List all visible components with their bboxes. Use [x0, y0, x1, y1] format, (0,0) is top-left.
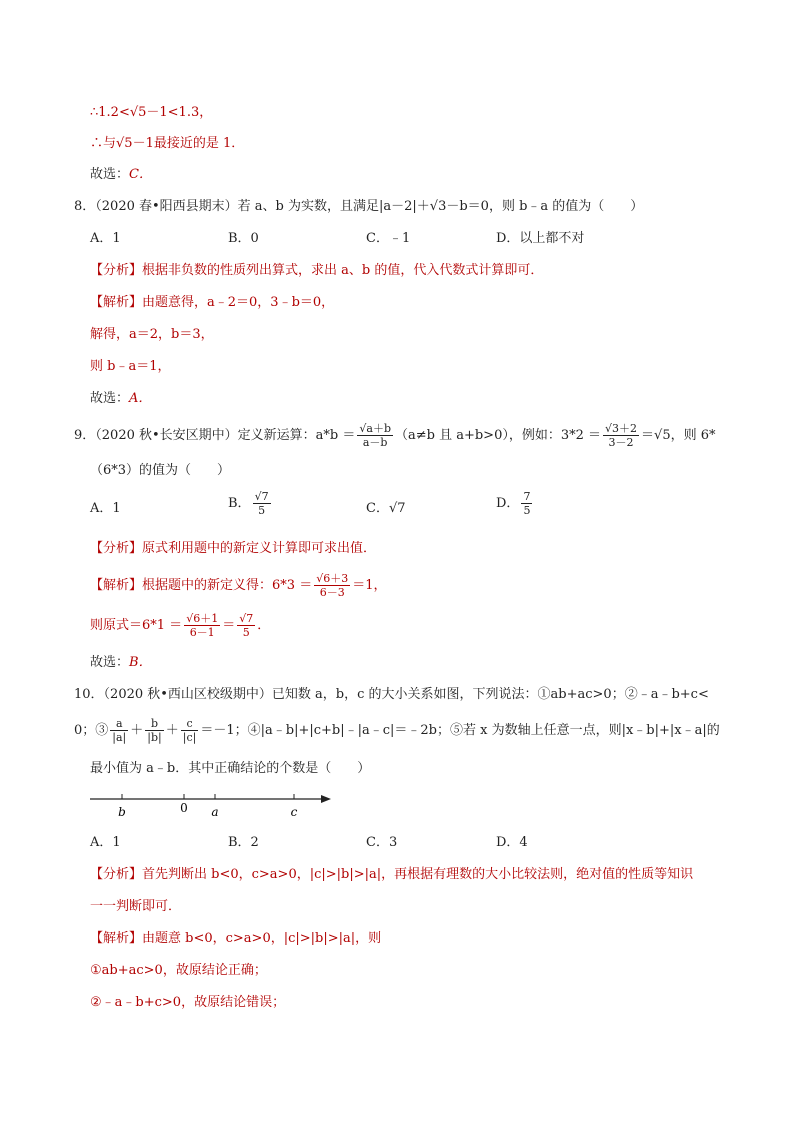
text: ∴与 [90, 136, 117, 151]
denominator: a－b [362, 436, 388, 449]
q8-option-b: B．0 [228, 231, 259, 246]
stem-text: 9．（2020 秋•长安区期中）定义新运算：a*b ＝ [74, 428, 356, 443]
axis-label-0: 0 [180, 801, 188, 815]
line-conclusion-range: ∴1.2<√5－1<1.3， [90, 105, 213, 120]
q8-solution [90, 294, 334, 312]
question-9-stem-cont: （6*3）的值为（ ） [90, 463, 231, 478]
q10-analysis [90, 866, 693, 884]
stem-text: 8．（2020 春•阳西县期末）若 a、b 为实数，且满足 [74, 199, 379, 214]
text: 最接近的是 1． [153, 136, 245, 151]
analysis-text: 首先判断出 b<0，c>a>0，|c|>|b|>|a|，再根据有理数的大小比较法则，绝对值的性质等知识 [142, 867, 694, 882]
circled-number: ① [90, 963, 102, 978]
q9-solution-step-2 [90, 612, 270, 639]
denominator: |a| [112, 731, 127, 744]
stem-text: ＝－1；④|a﹣b|+|c+b|﹣|a﹣c|＝﹣2b；⑤若 x 为数轴上任意一点，则|x﹣b|+|x﹣a|的 [200, 723, 720, 738]
numerator: c [181, 717, 199, 731]
solution-fraction [314, 572, 350, 599]
analysis-tag: 【分析】 [90, 541, 143, 556]
denominator: 6－1 [189, 626, 215, 639]
q10-option-c: C．3 [366, 835, 398, 850]
denominator: |c| [182, 731, 197, 744]
q10-result-2 [90, 994, 285, 1012]
q10-result-1 [90, 962, 267, 980]
result-text: ab+ac>0，故原结论正确； [101, 963, 267, 978]
answer-value: B． [129, 655, 152, 670]
solution-text: 由题意 b<0，c>a>0，|c|>|b|>|a|，则 [142, 931, 382, 946]
solution-text: 则原式＝6*1 ＝ [90, 618, 183, 633]
numerator: √a＋b [359, 422, 391, 435]
q9-option-a: A．1 [90, 501, 121, 516]
solution-text: 根据题中的新定义得：6*3 ＝ [142, 578, 313, 593]
denominator: 3－2 [608, 436, 634, 449]
numerator: √6＋3 [316, 572, 349, 585]
equals: ＝ [222, 618, 236, 633]
q10-option-a: A．1 [90, 835, 121, 850]
solution-tag: 【解析】 [90, 578, 143, 593]
line-conclusion-nearest [90, 135, 244, 153]
period: ． [257, 618, 271, 633]
denominator: 6－3 [319, 586, 345, 599]
option-label: B． [228, 496, 251, 511]
numerator: √7 [254, 490, 269, 503]
number-line-figure [88, 788, 338, 822]
numerator: √3＋2 [605, 422, 638, 435]
line-answer-7 [90, 166, 152, 184]
numerator: √6＋1 [186, 612, 219, 625]
definition-fraction [357, 422, 393, 449]
q10-option-d: D．4 [496, 835, 528, 850]
q8-answer [90, 390, 151, 408]
answer-label: 故选： [90, 167, 130, 182]
question-8-stem [74, 198, 643, 216]
question-9-stem [74, 422, 716, 449]
result-fraction [237, 612, 255, 639]
circled-number: ② [90, 995, 102, 1010]
analysis-text: 原式利用题中的新定义计算即可求出值． [142, 541, 377, 556]
arrow-icon [321, 795, 331, 803]
q8-analysis [90, 262, 543, 280]
numerator: 7 [523, 490, 531, 503]
answer-value: C． [129, 167, 152, 182]
q10-solution [90, 930, 381, 948]
stem-text: ，则 b﹣a 的值为（ ） [488, 199, 644, 214]
question-10-stem-line-3: 最小值为 a﹣b．其中正确结论的个数是（ ） [90, 761, 371, 776]
option-label: D． [496, 496, 520, 511]
q8-solution-step-3: 则 b﹣a＝1， [90, 359, 171, 374]
denominator: 5 [523, 504, 531, 517]
solution-text: ＝1， [352, 578, 387, 593]
denominator: 5 [258, 504, 266, 517]
abs-fraction-b [145, 717, 163, 744]
question-10-stem-line-2 [74, 717, 720, 744]
q10-option-b: B．2 [228, 835, 259, 850]
q9-option-d [496, 490, 534, 517]
expression: √5－1 [116, 136, 154, 151]
numerator: a [110, 717, 128, 731]
q9-answer [90, 654, 152, 672]
result-text: ﹣a﹣b+c>0，故原结论错误； [101, 995, 286, 1010]
numerator: √7 [239, 612, 254, 625]
axis-label-b: b [118, 805, 126, 819]
q8-option-a: A．1 [90, 231, 121, 246]
analysis-tag: 【分析】 [90, 867, 143, 882]
q9-solution [90, 572, 387, 599]
solution-fraction [184, 612, 220, 639]
abs-fraction-a [110, 717, 128, 744]
analysis-text: 根据非负数的性质列出算式，求出 a、b 的值，代入代数式计算即可． [142, 263, 544, 278]
option-fraction [253, 490, 271, 517]
denominator: 5 [242, 626, 250, 639]
denominator: |b| [147, 731, 162, 744]
q9-option-c: C．√7 [366, 501, 406, 516]
axis-label-a: a [211, 805, 219, 819]
q8-solution-step-2: 解得，a＝2，b＝3， [90, 327, 214, 342]
numerator: b [145, 717, 163, 731]
stem-text: ＝√5，则 6* [641, 428, 716, 443]
solution-text: 由题意得，a﹣2＝0，3﹣b＝0， [142, 295, 335, 310]
example-fraction [603, 422, 639, 449]
q8-option-d: D．以上都不对 [496, 231, 585, 246]
answer-label: 故选： [90, 655, 130, 670]
abs-fraction-c [181, 717, 199, 744]
q8-option-c: C．﹣1 [366, 231, 411, 246]
question-10-stem: 10．（2020 秋•西山区校级期中）已知数 a，b，c 的大小关系如图，下列说法：①ab+ac>0；②﹣a﹣b+c< [74, 687, 709, 702]
q9-analysis [90, 540, 376, 558]
stem-text: 0；③ [74, 723, 109, 738]
q9-option-b [228, 490, 273, 517]
option-fraction [521, 490, 532, 517]
q10-analysis-cont: 一一判断即可． [90, 899, 182, 914]
axis-label-c: c [290, 805, 298, 819]
solution-tag: 【解析】 [90, 295, 143, 310]
stem-equation: |a－2|＋√3－b＝0 [379, 199, 489, 214]
plus: ＋ [165, 723, 179, 738]
answer-label: 故选： [90, 391, 130, 406]
answer-value: A． [129, 391, 152, 406]
analysis-tag: 【分析】 [90, 263, 143, 278]
solution-tag: 【解析】 [90, 931, 143, 946]
stem-text: （a≠b 且 a+b>0），例如：3*2 ＝ [394, 428, 602, 443]
plus: ＋ [130, 723, 144, 738]
